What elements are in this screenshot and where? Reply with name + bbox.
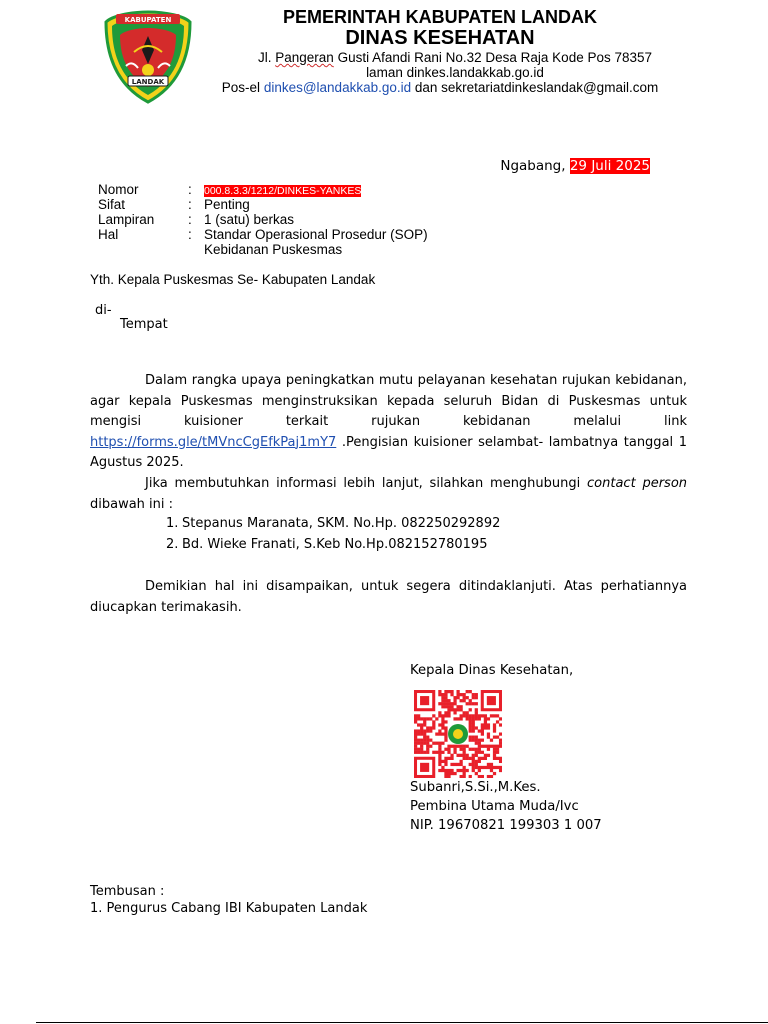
- email-link[interactable]: dinkes@landakkab.go.id: [263, 80, 412, 95]
- body-paragraph-2: Jika membutuhkan informasi lebih lanjut, silahkan menghubungi contact person dibawah ini :: [90, 476, 688, 512]
- contact-item: 1. Stepanus Maranata, SKM. No.Hp. 082250292892: [166, 516, 501, 531]
- meta-colon: :: [188, 182, 192, 197]
- meta-colon: :: [188, 212, 192, 227]
- signatory-name: Subanri,S.Si.,M.Kes.: [410, 780, 541, 795]
- meta-colon: :: [188, 197, 192, 212]
- signatory-title: Kepala Dinas Kesehatan,: [410, 663, 574, 678]
- office-address: Jl. Pangeran Gusti Afandi Rani No.32 Desa Raja Kode Pos 78357: [257, 50, 653, 65]
- page-bottom-rule: [36, 1022, 768, 1023]
- closing-paragraph: Demikian hal ini disampaikan, untuk segera ditindaklanjuti. Atas perhatiannya diucapkan terimakasih.: [90, 579, 687, 615]
- qr-code-signature: [414, 690, 502, 778]
- meta-label-hal: Hal: [98, 227, 119, 242]
- svg-text:LANDAK: LANDAK: [131, 78, 165, 86]
- email-line: Pos-el dinkes@landakkab.go.id dan sekretariatdinkeslandak@gmail.com: [221, 80, 659, 95]
- form-link[interactable]: https://forms.gle/tMVncCgEfkPaj1mY7: [90, 434, 337, 450]
- recipient-di: di-: [95, 303, 112, 318]
- meta-colon: :: [188, 227, 192, 242]
- meta-label-lampiran: Lampiran: [98, 212, 155, 227]
- website-line: laman dinkes.landakkab.go.id: [366, 65, 544, 80]
- meta-value-hal-line2: Kebidanan Puskesmas: [204, 242, 343, 257]
- meta-value-hal: Standar Operasional Prosedur (SOP): [204, 227, 428, 242]
- date-highlight: 29 Juli 2025: [569, 158, 650, 174]
- meta-label-nomor: Nomor: [98, 182, 139, 197]
- spellcheck-word: Pangeran: [275, 50, 334, 65]
- qr-code-icon: [414, 690, 502, 778]
- contact-person-term: contact person: [587, 476, 688, 491]
- cc-item: 1. Pengurus Cabang IBI Kabupaten Landak: [90, 901, 368, 916]
- signatory-nip: NIP. 19670821 199303 1 007: [410, 818, 602, 833]
- recipient: Yth. Kepala Puskesmas Se- Kabupaten Landak: [90, 272, 376, 287]
- svg-text:KABUPATEN: KABUPATEN: [124, 16, 172, 24]
- meta-label-sifat: Sifat: [98, 197, 126, 212]
- meta-value-lampiran: 1 (satu) berkas: [204, 212, 295, 227]
- letter-number-highlight: 000.8.3.3/1212/DINKES-YANKES: [204, 185, 362, 197]
- letter-date: Ngabang, 29 Juli 2025: [500, 158, 650, 174]
- recipient-place: Tempat: [120, 317, 168, 332]
- body-paragraph-1: Dalam rangka upaya peningkatkan mutu pelayanan kesehatan rujukan kebidanan, agar kepala Puskesmas menginstruksikan kepada seluruh Bidan di Puskesmas untuk mengisi kuisioner terkait rujukan kebidanan melalui link https://forms.gle/tMVncCgEfkPaj1mY7 .Pengisian kuisioner selambat- lambatnya tanggal 1 Agustus 2025.: [90, 373, 687, 470]
- department-name: DINAS KESEHATAN: [345, 27, 535, 49]
- signatory-rank: Pembina Utama Muda/Ivc: [410, 799, 579, 814]
- contact-item: 2. Bd. Wieke Franati, S.Keb No.Hp.082152780195: [166, 537, 488, 552]
- government-name: PEMERINTAH KABUPATEN LANDAK: [283, 7, 597, 27]
- meta-value-sifat: Penting: [204, 197, 250, 212]
- cc-heading: Tembusan :: [90, 884, 165, 899]
